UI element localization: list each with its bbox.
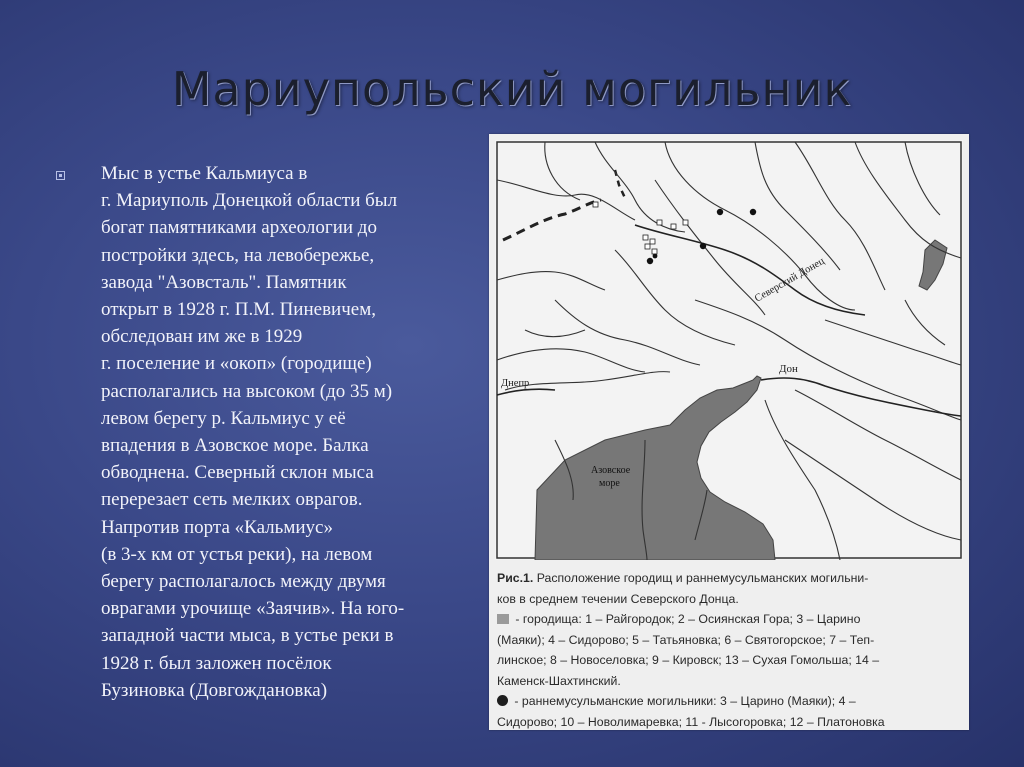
- settlement-square-icon: [497, 614, 509, 624]
- map-label-don: Дон: [779, 363, 798, 375]
- map-label-severskiy-donets: Северский Донец: [753, 255, 827, 305]
- caption-label: Рис.1.: [497, 571, 534, 585]
- body-line: берегу располагалось между двумя: [101, 571, 386, 593]
- body-line: располагались на высоком (до 35 м): [101, 380, 393, 402]
- body-line: завода "Азовсталь". Памятник: [101, 271, 347, 293]
- body-line: открыт в 1928 г. П.М. Пиневичем,: [101, 299, 376, 321]
- body-line: обследован им же в 1929: [101, 326, 303, 348]
- caption-line: Расположение городищ и раннемусульманских могильни-: [533, 571, 869, 585]
- body-line: впадения в Азовское море. Балка: [101, 435, 369, 457]
- caption-line: Сидорово; 10 – Новолимаревка; 11 - Лысогоровка; 12 – Платоновка: [497, 714, 885, 729]
- body-line: постройки здесь, на левобережье,: [101, 244, 375, 266]
- slide-title: Мариупольский могильник: [171, 62, 853, 116]
- caption-line: Каменск-Шахтинский.: [497, 673, 621, 688]
- caption-line: - городища: 1 – Райгородок; 2 – Осиянская Гора; 3 – Царино: [512, 612, 861, 626]
- map-label-dnepr: Днепр: [501, 378, 530, 389]
- caption-line: (Маяки); 4 – Сидорово; 5 – Татьяновка; 6 – Святогорское; 7 – Теп-: [497, 632, 875, 647]
- body-line: левом берегу р. Кальмиус у её: [101, 407, 346, 429]
- burial-dot-icon: [497, 695, 508, 706]
- caption-line: - раннемусульманские могильники: 3 – Царино (Маяки); 4 –: [511, 694, 856, 708]
- body-line: г. поселение и «окоп» (городище): [101, 353, 372, 375]
- body-line: Мыс в устье Кальмиуса в: [101, 163, 308, 184]
- body-line: обводнена. Северный склон мыса: [101, 462, 374, 484]
- body-line: г. Мариуполь Донецкой области был: [101, 190, 398, 212]
- body-line: 1928 г. был заложен посёлок: [101, 652, 332, 674]
- map-label-azov-1: Азовское: [591, 465, 631, 476]
- body-line: перерезает сеть мелких оврагов.: [101, 489, 363, 511]
- body-text: [101, 160, 466, 704]
- figure-caption: [497, 568, 965, 732]
- bullet-icon: [56, 171, 65, 180]
- caption-line: ков в среднем течении Северского Донца.: [497, 591, 739, 606]
- body-line: оврагами урочище «Заячив». На юго-: [101, 598, 405, 620]
- map-figure: [489, 134, 969, 730]
- body-line: Напротив порта «Кальмиус»: [101, 516, 333, 538]
- body-line: Бузиновка (Довгождановка): [101, 679, 328, 701]
- body-line: западной части мыса, в устье реки в: [101, 625, 394, 647]
- map-image: [495, 140, 963, 560]
- body-line: (в 3-х км от устья реки), на левом: [101, 543, 373, 565]
- map-label-azov-2: море: [599, 478, 620, 489]
- body-line: богат памятниками археологии до: [101, 217, 377, 239]
- caption-line: линское; 8 – Новоселовка; 9 – Кировск; 13 – Сухая Гомольша; 14 –: [497, 653, 880, 667]
